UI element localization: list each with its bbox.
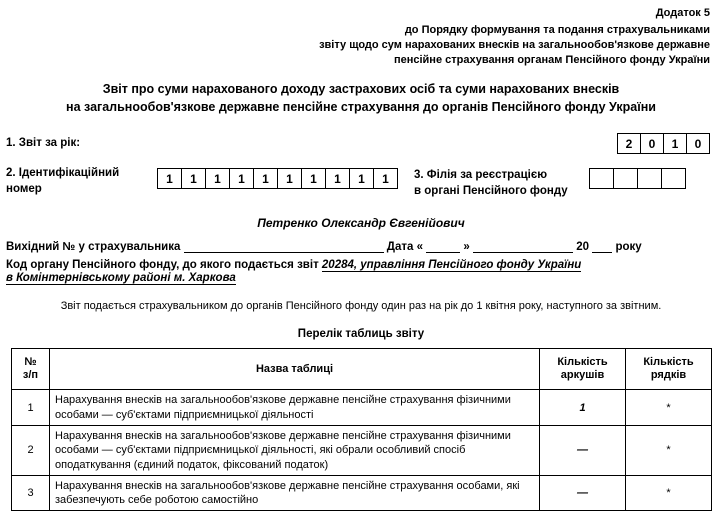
year-digit-cell[interactable]: 2 [617, 133, 641, 154]
ident-digit-cell[interactable]: 1 [301, 168, 326, 189]
table-row [12, 425, 712, 475]
row-sheets[interactable]: 1 [540, 390, 626, 426]
annex-label: Додаток 5 [655, 7, 710, 19]
page-title-line-2: на загальнообов'язкове державне пенсійне страхування до органів Пенсійного фонду України [66, 99, 656, 114]
header-number-line-1: № [24, 355, 37, 368]
outgoing-number-label: Вихідний № у страхувальника [6, 241, 181, 254]
ident-digit-cell[interactable]: 1 [157, 168, 182, 189]
date-year-prefix: 20 [576, 241, 590, 254]
header-line-1: до Порядку формування та подання страхувальниками [404, 23, 710, 36]
branch-digit-cell[interactable] [589, 168, 614, 189]
ident-digit-cell[interactable]: 1 [349, 168, 374, 189]
ident-digit-cell[interactable]: 1 [373, 168, 398, 189]
report-year-boxes [618, 133, 710, 154]
year-digit-cell[interactable]: 1 [663, 133, 687, 154]
pf-code-line-2 [6, 272, 722, 284]
branch-label-line-1: 3. Філія за реєстрацією [414, 169, 548, 182]
row-rows[interactable]: * [626, 475, 712, 511]
row-sheets[interactable]: — [540, 475, 626, 511]
header-name: Назва таблиці [50, 349, 540, 390]
table-list-subtitle: Перелік таблиць звіту [297, 328, 425, 341]
pf-code-label: Код органу Пенсійного фонду, до якого подається звіт [6, 259, 319, 272]
header-rows [626, 349, 712, 390]
identification-boxes [158, 168, 398, 189]
header-sheets [540, 349, 626, 390]
ident-digit-cell[interactable]: 1 [277, 168, 302, 189]
date-year-field[interactable] [592, 240, 612, 253]
header-sheets-line-2: аркушів [560, 369, 605, 382]
header-line-3: пенсійне страхування органам Пенсійного фонду України [393, 53, 710, 66]
header-line-2: звіту щодо сум нарахованих внесків на загальнообов'язкове державне [319, 38, 710, 51]
ident-digit-cell[interactable]: 1 [205, 168, 230, 189]
ident-digit-cell[interactable]: 1 [253, 168, 278, 189]
date-quote-close: » [463, 241, 470, 254]
branch-label [414, 168, 584, 199]
outgoing-number-line [6, 240, 722, 253]
submission-note: Звіт подається страхувальником до органів Пенсійного фонду один раз на рік до 1 квітня року, наступного за звітним. [60, 300, 662, 313]
tables-list [11, 348, 712, 511]
row-name: Нарахування внесків на загальнообов'язкове державне пенсійне страхування фізичними особами — суб'єктами підприємницької діяльності [50, 390, 540, 426]
report-year-row [6, 132, 722, 154]
branch-boxes [590, 168, 686, 189]
branch-label-line-2: в органі Пенсійного фонду [414, 184, 568, 197]
header-rows-line-1: Кількість [643, 355, 694, 368]
outgoing-number-field[interactable] [184, 240, 384, 253]
row-rows[interactable]: * [626, 390, 712, 426]
identification-label-line-2: номер [6, 182, 42, 195]
ident-digit-cell[interactable]: 1 [325, 168, 350, 189]
row-sheets[interactable]: — [540, 425, 626, 475]
table-header-row [12, 349, 712, 390]
row-number: 3 [12, 475, 50, 511]
identification-label [6, 166, 146, 197]
branch-digit-cell[interactable] [637, 168, 662, 189]
identification-label-line-1: 2. Ідентифікаційний [6, 167, 120, 180]
table-row [12, 390, 712, 426]
header-number-line-2: з/п [22, 369, 39, 382]
ident-digit-cell[interactable]: 1 [181, 168, 206, 189]
date-label: Дата « [386, 241, 424, 254]
document-header [0, 0, 722, 67]
report-year-label: 1. Звіт за рік: [6, 137, 81, 150]
signer-name: Петренко Олександр Євгенійович [257, 216, 465, 231]
row-name: Нарахування внесків на загальнообов'язкове державне пенсійне страхування особами, які забезпечують себе роботою самостійно [50, 475, 540, 511]
header-sheets-line-1: Кількість [557, 355, 608, 368]
header-rows-line-2: рядків [650, 369, 687, 382]
pf-code-value[interactable]: 20284, управління Пенсійного фонду України [321, 259, 582, 272]
row-number: 1 [12, 390, 50, 426]
date-month-field[interactable] [473, 240, 573, 253]
pf-code-value-2[interactable]: в Комінтернівському районі м. Харкова [6, 272, 236, 285]
date-year-word: року [615, 241, 642, 254]
identification-row [6, 166, 722, 200]
date-day-field[interactable] [426, 240, 460, 253]
row-name: Нарахування внесків на загальнообов'язкове державне пенсійне страхування фізичними особами — суб'єктами підприємницької діяльності, які обрали особливий спосіб оподаткування (єдиний податок, фіксований податок) [50, 425, 540, 475]
pf-code-line [6, 259, 722, 271]
page-title [14, 81, 708, 116]
row-number: 2 [12, 425, 50, 475]
branch-digit-cell[interactable] [613, 168, 638, 189]
year-digit-cell[interactable]: 0 [640, 133, 664, 154]
ident-digit-cell[interactable]: 1 [229, 168, 254, 189]
header-number [12, 349, 50, 390]
row-rows[interactable]: * [626, 425, 712, 475]
page-title-line-1: Звіт про суми нарахованого доходу застрахових осіб та суми нарахованих внесків [102, 82, 620, 97]
year-digit-cell[interactable]: 0 [686, 133, 710, 154]
branch-digit-cell[interactable] [661, 168, 686, 189]
